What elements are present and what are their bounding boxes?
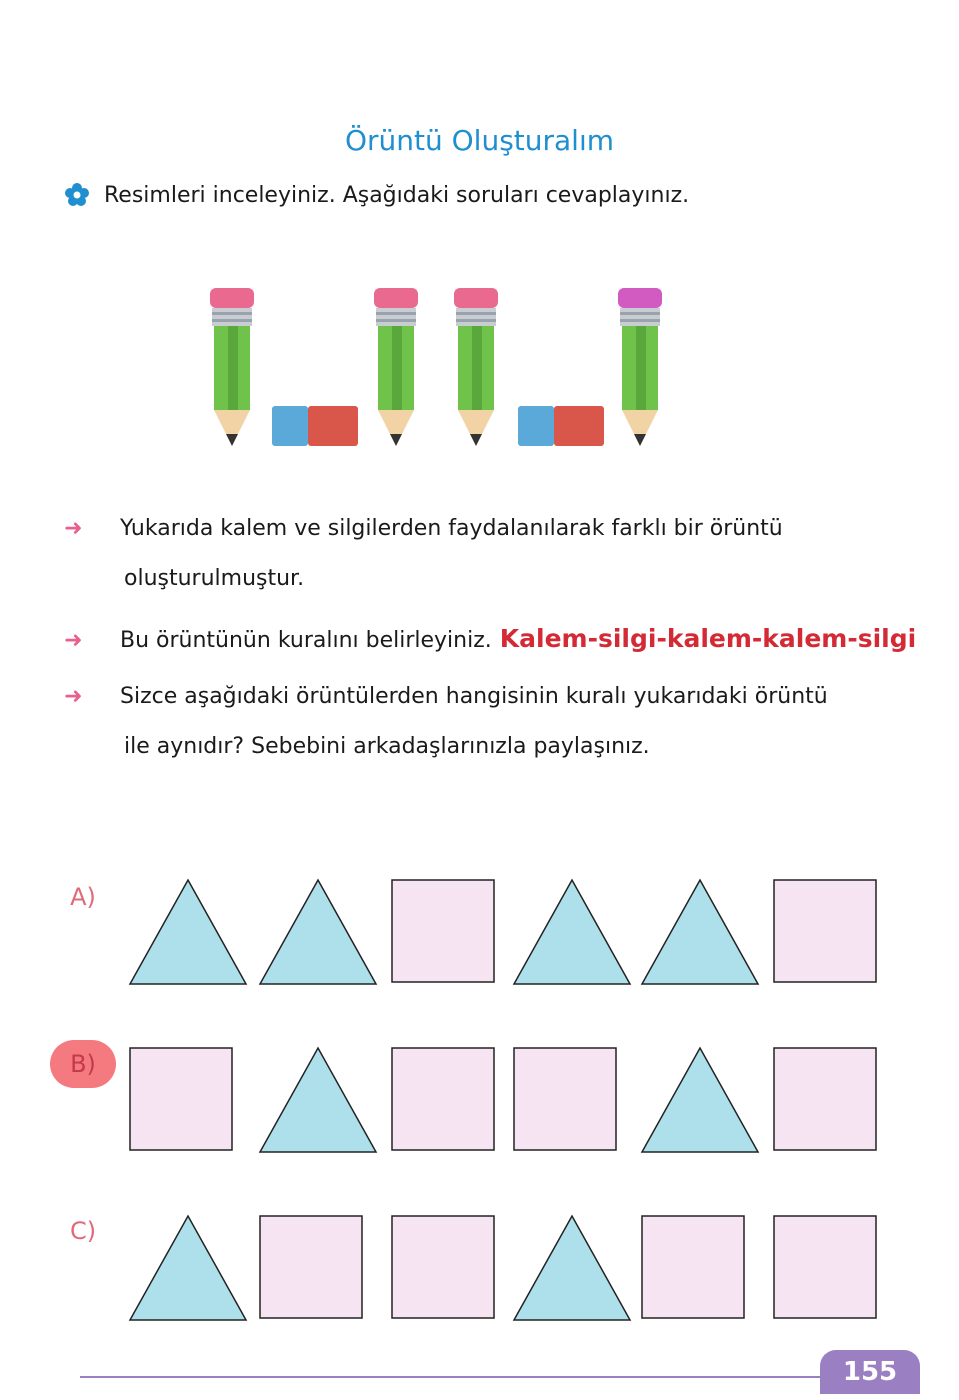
arrow-icon: ➜ [64,684,83,709]
square-shape [642,1216,744,1318]
triangle-shape [514,1216,630,1320]
option-shapes-2 [120,1044,910,1156]
bullet-3: ➜ Sizce aşağıdaki örüntülerden hangisinin kuralı yukarıdaki örüntü ile aynıdır? Sebebini arkadaşlarınızla paylaşınız. [64,672,944,772]
triangle-shape [260,1048,376,1152]
triangle-shape [130,1216,246,1320]
pencil-1 [210,288,254,446]
square-shape [774,1048,876,1150]
pencil-3 [454,288,498,446]
square-shape [514,1048,616,1150]
eraser-2 [518,406,604,446]
square-shape [392,880,494,982]
arrow-icon: ➜ [64,628,83,653]
instruction [64,182,689,208]
option-shapes-3 [120,1212,910,1324]
handwritten-answer: Kalem-silgi-kalem-kalem-silgi [499,624,917,653]
instruction-text: Resimleri inceleyiniz. Aşağıdaki soruları cevaplayınız. [104,182,690,208]
square-shape [774,880,876,982]
bullet-1: ➜ Yukarıda kalem ve silgilerden faydalanılarak farklı bir örüntü oluşturulmuştur. [64,504,944,604]
pencil-eraser-pattern [200,282,670,452]
triangle-shape [260,880,376,984]
triangle-shape [514,880,630,984]
option-shapes-1 [120,876,910,988]
square-shape [392,1048,494,1150]
square-shape [392,1216,494,1318]
triangle-shape [642,1048,758,1152]
option-label-3[interactable]: C) [69,1217,97,1245]
triangle-shape [130,880,246,984]
pencil-4 [618,288,662,446]
square-shape [774,1216,876,1318]
flower-icon [64,182,90,208]
triangle-shape [642,880,758,984]
pencil-2 [374,288,418,446]
square-shape [260,1216,362,1318]
page-title: Örüntü Oluşturalım [344,124,615,157]
option-label-1[interactable]: A) [70,883,96,911]
footer-line [80,1376,820,1378]
option-label-2[interactable]: B) [50,1040,116,1088]
square-shape [130,1048,232,1150]
eraser-1 [272,406,358,446]
arrow-icon: ➜ [64,516,83,541]
page-number: 155 [820,1350,920,1394]
bullet-2: ➜ Bu örüntünün kuralını belirleyiniz. Kalem-silgi-kalem-kalem-silgi [64,614,944,666]
